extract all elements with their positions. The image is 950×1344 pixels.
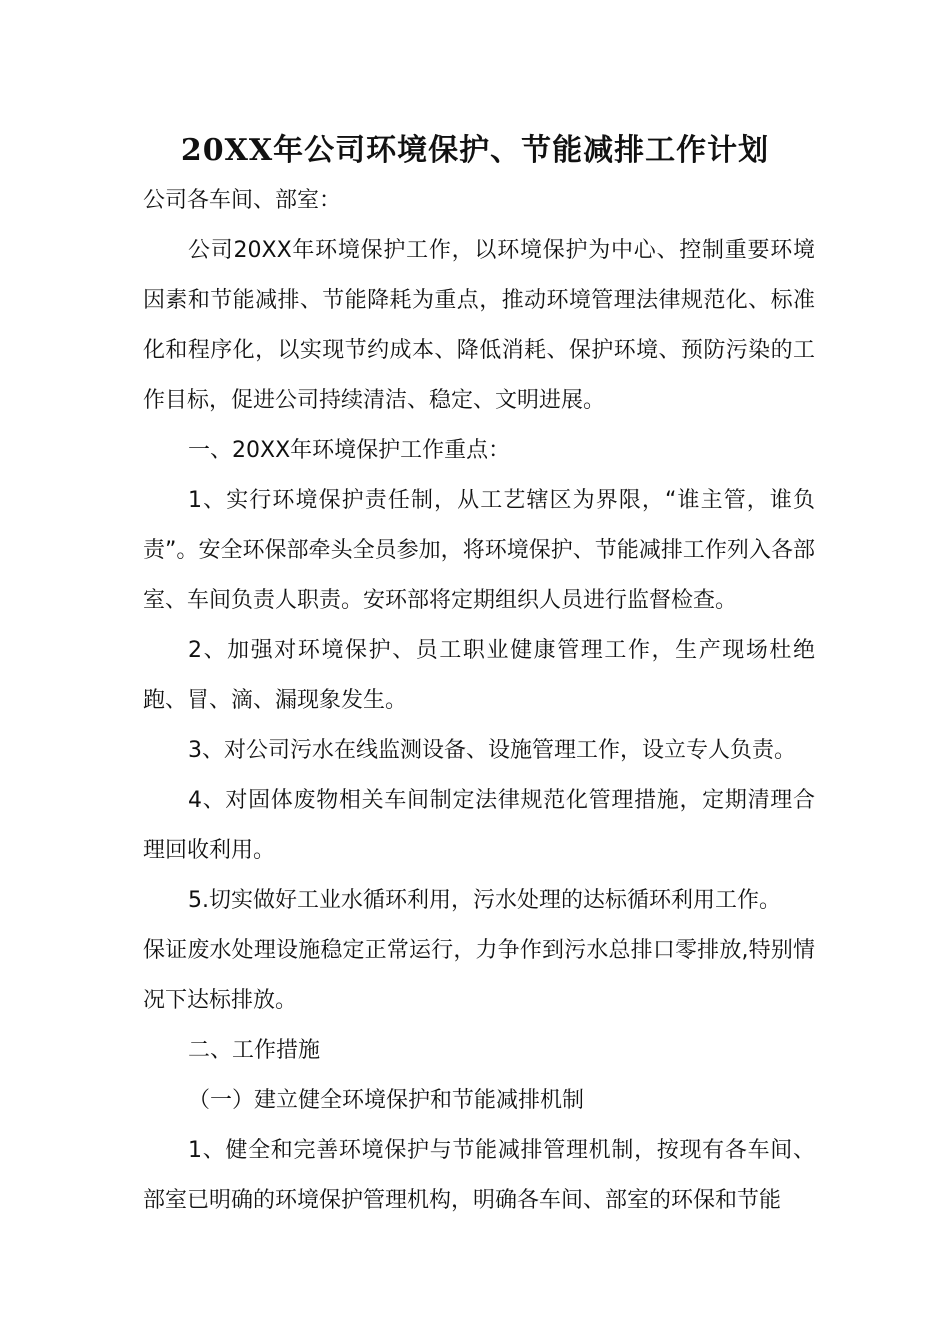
subsection-heading-1: （一）建立健全环境保护和节能减排机制 [188,1088,585,1113]
list-item-5-continued: 保证废水处理设施稳定正常运行，力争作到污水总排口零排放,特别情况下达标排放。 [143,938,815,1013]
intro-paragraph: 公司20XX年环境保护工作，以环境保护为中心、控制重要环境因素和节能减排、节能降耗为重点，推动环境管理法律规范化、标准化和程序化，以实现节约成本、降低消耗、保护环境、预防污染的工作目标，促进公司持续清洁、稳定、文明进展。 [143,238,815,413]
list-item-5: 5.切实做好工业水循环利用，污水处理的达标循环利用工作。 [188,888,781,913]
list-item-3: 3、对公司污水在线监测设备、设施管理工作，设立专人负责。 [188,738,796,763]
list-item-1: 1、实行环境保护责任制，从工艺辖区为界限，“谁主管，谁负责”。安全环保部牵头全员参加，将环境保护、节能减排工作列入各部室、车间负责人职责。安环部将定期组织人员进行监督检查。 [143,488,815,613]
section-heading-2: 二、工作措施 [188,1038,321,1063]
list-item-4: 4、对固体废物相关车间制定法律规范化管理措施，定期清理合理回收利用。 [143,788,815,863]
measure-item-1: 1、健全和完善环境保护与节能减排管理机制，按现有各车间、部室已明确的环境保护管理机构，明确各车间、部室的环保和节能 [143,1138,815,1213]
salutation: 公司各车间、部室： [143,188,342,213]
section-heading-1: 一、20XX年环境保护工作重点： [188,438,511,463]
list-item-2: 2、加强对环境保护、员工职业健康管理工作，生产现场杜绝跑、冒、滴、漏现象发生。 [143,638,815,713]
document-title: 20XX年公司环境保护、节能减排工作计划 [180,133,770,168]
document-body [143,176,815,1226]
